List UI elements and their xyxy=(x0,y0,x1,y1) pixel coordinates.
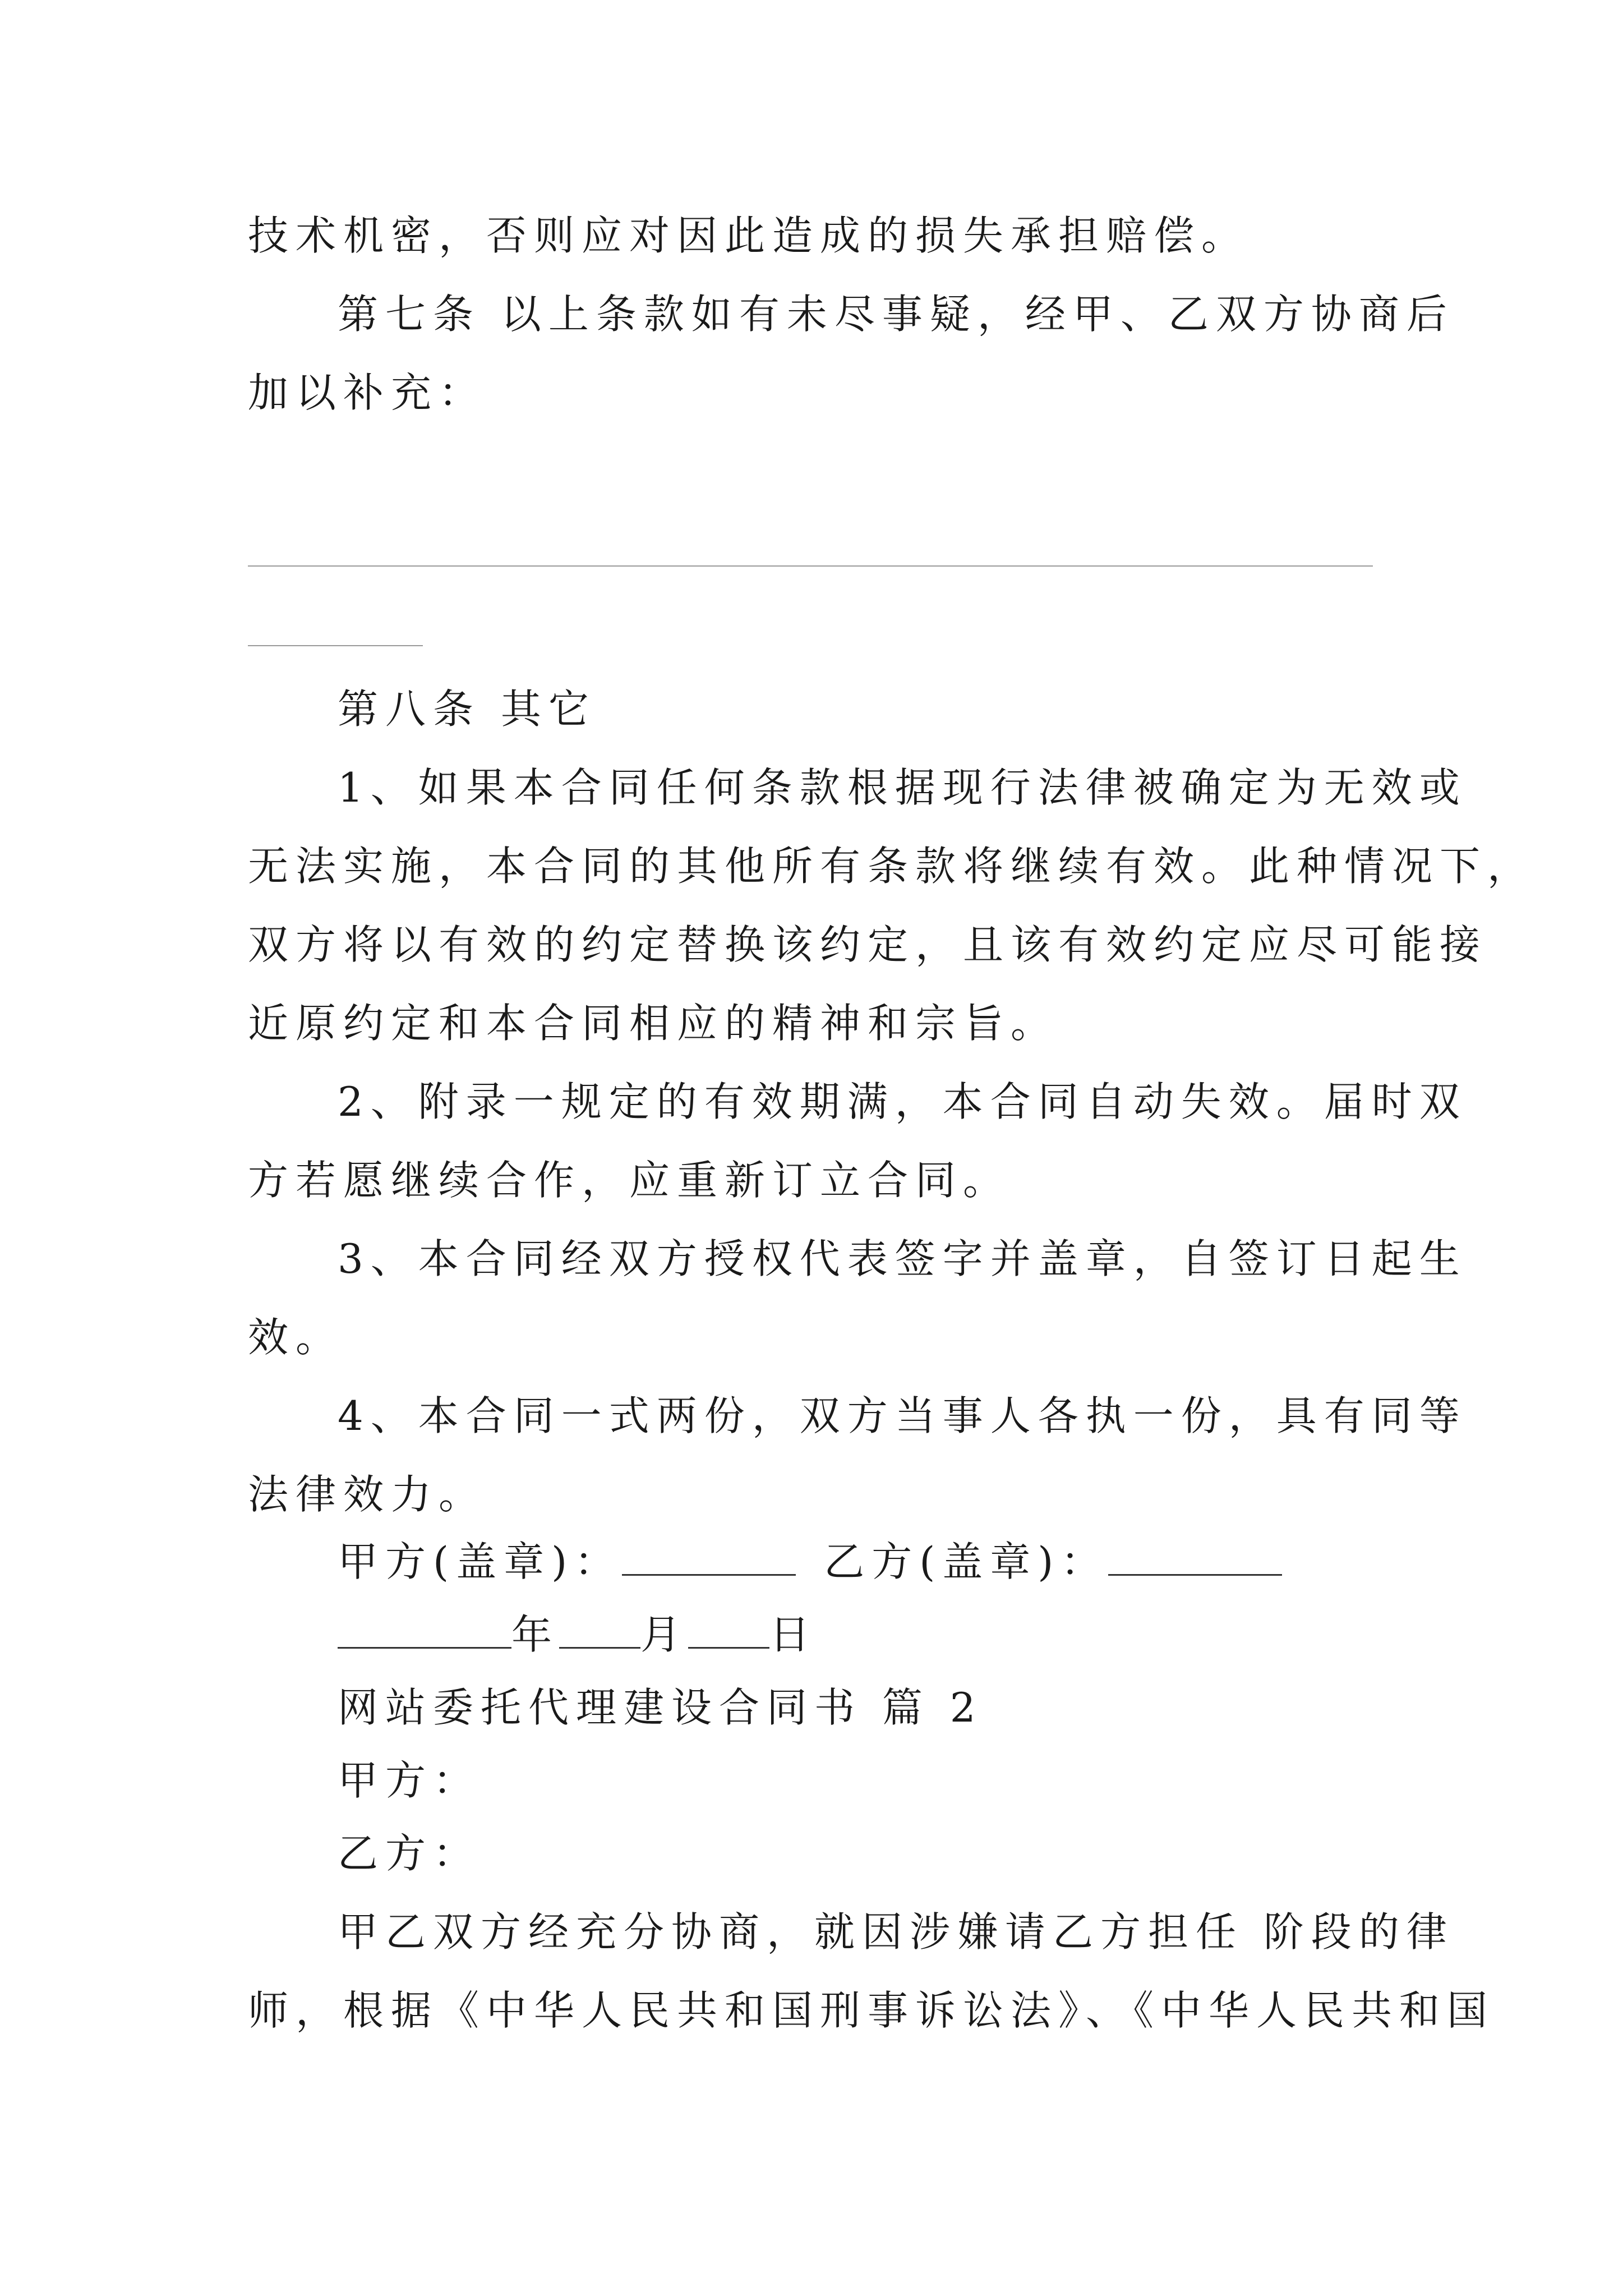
item-3-line-2: 效。 xyxy=(248,1314,344,1361)
party-a-seal-label: 甲方(盖章)： xyxy=(338,1538,623,1585)
month-blank xyxy=(559,1612,640,1649)
date-line xyxy=(338,1607,817,1663)
item-1-line-2: 无法实施，本合同的其他所有条款将继续有效。此种情况下， xyxy=(248,843,1536,890)
preamble-line-1: 甲乙双方经充分协商，就因涉嫌请乙方担任 阶段的律 xyxy=(338,1908,1454,1955)
fill-in-line xyxy=(248,565,1373,567)
party-a-seal-blank xyxy=(622,1539,796,1576)
article-8-title: 第八条 其它 xyxy=(338,685,596,733)
item-1-line-3: 双方将以有效的约定替换该约定，且该有效约定应尽可能接 xyxy=(248,921,1488,968)
signature-line xyxy=(338,1534,1282,1590)
party-a-label: 甲方： xyxy=(338,1757,481,1804)
item-1-line-4: 近原约定和本合同相应的精神和宗旨。 xyxy=(248,1000,1059,1047)
item-4-line-2: 法律效力。 xyxy=(248,1471,487,1518)
day-label: 日 xyxy=(769,1611,818,1658)
paragraph-line: 技术机密，否则应对因此造成的损失承担赔偿。 xyxy=(248,212,1249,259)
article-7-line-2: 加以补充： xyxy=(248,369,487,416)
year-label: 年 xyxy=(511,1611,560,1658)
fill-in-line-short xyxy=(248,645,423,646)
party-b-label: 乙方： xyxy=(338,1830,481,1877)
preamble-line-2: 师，根据《中华人民共和国刑事诉讼法》、《中华人民共和国 xyxy=(248,1987,1495,2034)
day-blank xyxy=(688,1612,769,1649)
item-4-line-1: 4、本合同一式两份，双方当事人各执一份，具有同等 xyxy=(338,1392,1467,1439)
article-7-line-1: 第七条 以上条款如有未尽事疑，经甲、乙双方协商后 xyxy=(338,291,1454,338)
item-2-line-1: 2、附录一规定的有效期满，本合同自动失效。届时双 xyxy=(338,1078,1467,1125)
item-3-line-1: 3、本合同经双方授权代表签字并盖章，自签订日起生 xyxy=(338,1235,1467,1282)
party-b-seal-blank xyxy=(1108,1539,1282,1576)
party-b-seal-label: 乙方(盖章)： xyxy=(824,1538,1109,1585)
item-1-line-1: 1、如果本合同任何条款根据现行法律被确定为无效或 xyxy=(338,764,1467,811)
year-blank xyxy=(338,1612,511,1649)
item-2-line-2: 方若愿继续合作，应重新订立合同。 xyxy=(248,1157,1011,1204)
document-2-title: 网站委托代理建设合同书 篇 2 xyxy=(338,1684,983,1731)
month-label: 月 xyxy=(640,1611,689,1658)
